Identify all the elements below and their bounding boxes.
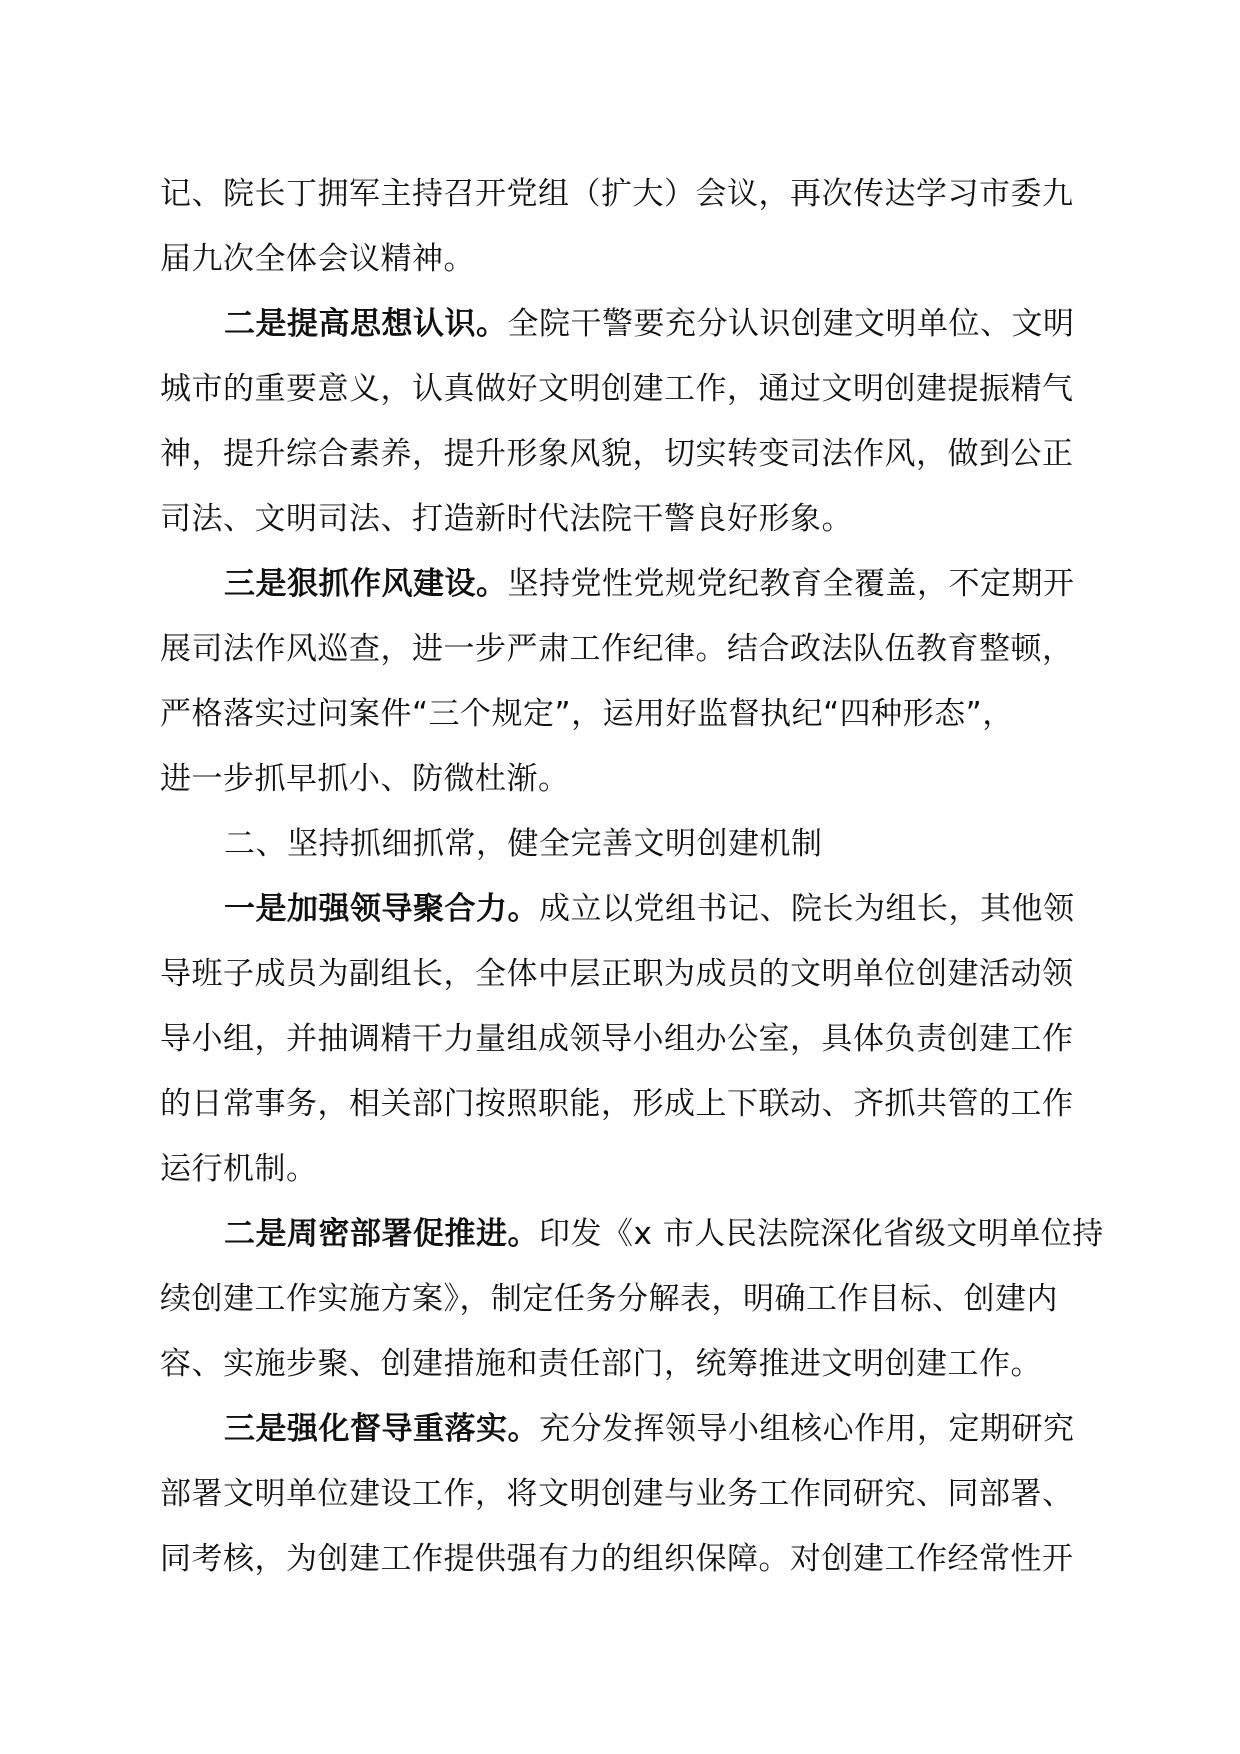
- text-line: 进一步抓早抓小、防微杜渐。: [160, 761, 570, 797]
- text-line: [160, 292, 1100, 357]
- text-line: 司法、文明司法、打造新时代法院干警良好形象。: [160, 501, 853, 537]
- section-heading: [160, 812, 1100, 877]
- text-line: 严格落实过问案件“三个规定”，运用好监督执纪“四种形态”，: [160, 696, 1014, 732]
- text-line: 记、院长丁拥军主持召开党组（扩大）会议，再次传达学习市委九: [160, 176, 1074, 212]
- text-line: 运行机制。: [160, 1151, 318, 1187]
- paragraph: [160, 1397, 1100, 1592]
- text-line: 容、实施步聚、创建措施和责任部门，统筹推进文明创建工作。: [160, 1346, 1042, 1382]
- paragraph: [160, 292, 1100, 552]
- paragraph: [160, 162, 1100, 292]
- paragraph-text: 充分发挥领导小组核心作用，定期研究: [539, 1411, 1075, 1447]
- text-line: 导班子成员为副组长，全体中层正职为成员的文明单位创建活动领: [160, 956, 1074, 992]
- paragraph-text: 成立以党组书记、院长为组长，其他领: [539, 891, 1075, 927]
- paragraph: [160, 877, 1100, 1202]
- text-line: [160, 1397, 1100, 1462]
- text-line: 导小组，并抽调精干力量组成领导小组办公室，具体负责创建工作: [160, 1021, 1074, 1057]
- paragraph: [160, 1202, 1104, 1397]
- paragraph-lead: 二是提高思想认识。: [224, 306, 508, 342]
- paragraph-text: 印发《x 市人民法院深化省级文明单位持: [539, 1216, 1104, 1252]
- text-line: [160, 1202, 1104, 1267]
- paragraph-lead: 一是加强领导聚合力。: [224, 891, 539, 927]
- paragraph-lead: 三是强化督导重落实。: [224, 1411, 539, 1447]
- text-line: 部署文明单位建设工作，将文明创建与业务工作同研究、同部署、: [160, 1476, 1074, 1512]
- text-line: [160, 877, 1100, 942]
- document-body: [160, 162, 1104, 1592]
- text-line: 二、坚持抓细抓常，健全完善文明创建机制: [224, 826, 823, 862]
- paragraph-lead: 三是狠抓作风建设。: [224, 566, 508, 602]
- text-line: 的日常事务，相关部门按照职能，形成上下联动、齐抓共管的工作: [160, 1086, 1074, 1122]
- text-line: 同考核，为创建工作提供强有力的组织保障。对创建工作经常性开: [160, 1541, 1074, 1577]
- paragraph-text: 全院干警要充分认识创建文明单位、文明: [507, 306, 1075, 342]
- paragraph-text: 坚持党性党规党纪教育全覆盖，不定期开: [507, 566, 1075, 602]
- text-line: 展司法作风巡查，进一步严肃工作纪律。结合政法队伍教育整顿，: [160, 631, 1074, 667]
- paragraph: [160, 552, 1100, 812]
- text-line: 届九次全体会议精神。: [160, 241, 475, 277]
- paragraph-lead: 二是周密部署促推进。: [224, 1216, 539, 1252]
- text-line: [160, 552, 1100, 617]
- text-line: 神，提升综合素养，提升形象风貌，切实转变司法作风，做到公正: [160, 436, 1074, 472]
- text-line: 城市的重要意义，认真做好文明创建工作，通过文明创建提振精气: [160, 371, 1074, 407]
- text-line: 续创建工作实施方案》，制定任务分解表，明确工作目标、创建内: [160, 1281, 1058, 1317]
